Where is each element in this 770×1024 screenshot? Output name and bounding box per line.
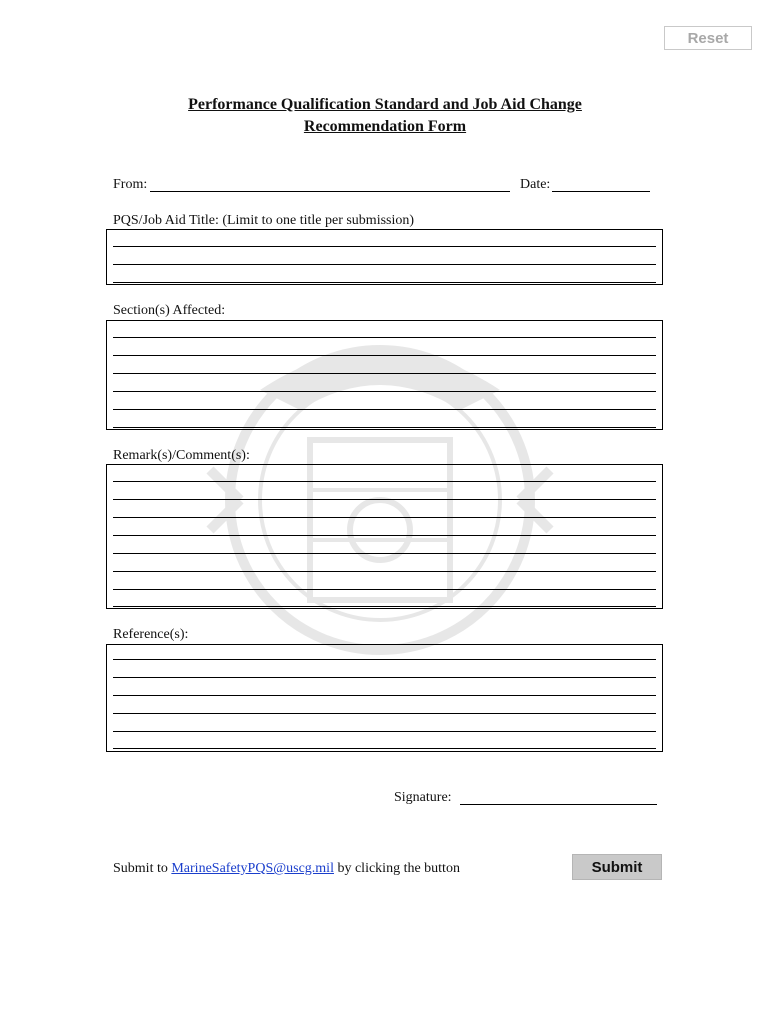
reset-button[interactable]: Reset: [664, 26, 752, 50]
pqs-title-label: PQS/Job Aid Title: (Limit to one title per submission): [113, 213, 415, 228]
references-field[interactable]: [106, 644, 663, 752]
from-field[interactable]: [150, 175, 510, 192]
sections-affected-field[interactable]: [106, 320, 663, 430]
signature-label: Signature:: [394, 790, 452, 805]
submit-instructions: [113, 861, 460, 877]
form-title-line2: Recommendation Form: [303, 118, 467, 135]
remarks-label: Remark(s)/Comment(s):: [113, 448, 250, 463]
email-link[interactable]: MarineSafetyPQS@uscg.mil: [171, 861, 334, 876]
submit-suffix-text: by clicking the button: [333, 861, 460, 876]
remarks-field[interactable]: [106, 464, 663, 609]
date-label: Date:: [520, 177, 551, 192]
signature-field[interactable]: [460, 788, 657, 805]
submit-button[interactable]: Submit: [572, 854, 662, 880]
sections-affected-label: Section(s) Affected:: [113, 303, 226, 318]
form-title-line1: Performance Qualification Standard and Job Aid Change: [188, 96, 582, 113]
submit-prefix-text: Submit to: [113, 861, 172, 876]
references-label: Reference(s):: [113, 627, 189, 642]
pqs-title-field[interactable]: [106, 229, 663, 285]
date-field[interactable]: [552, 175, 650, 192]
from-label: From:: [113, 177, 148, 192]
